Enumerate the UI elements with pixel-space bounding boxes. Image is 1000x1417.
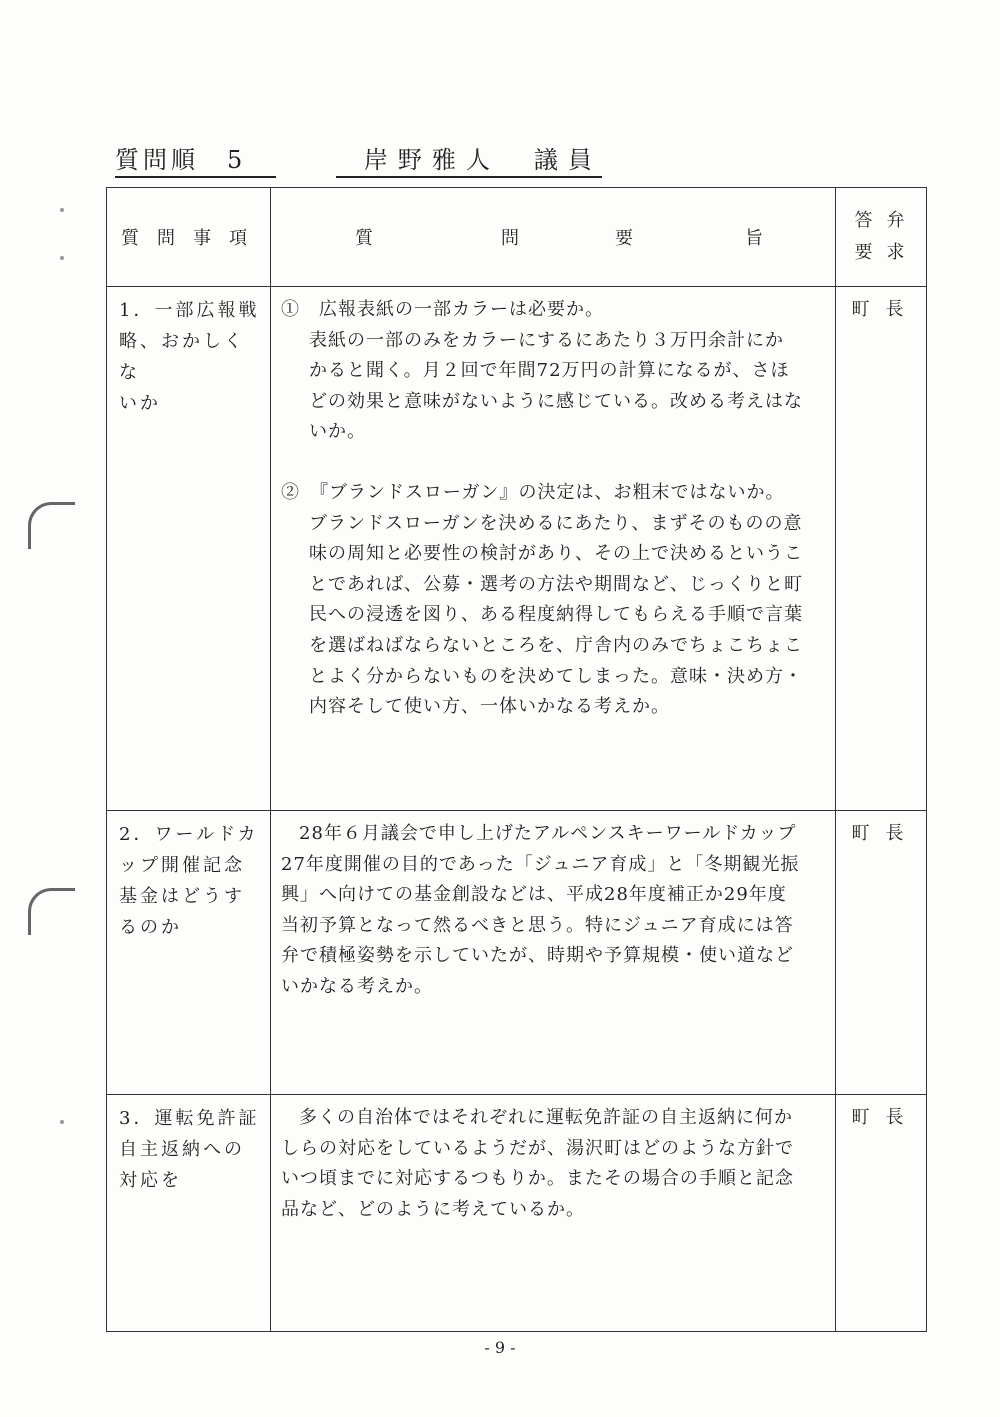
answer-line: 要求 xyxy=(854,242,919,263)
table-row xyxy=(107,287,927,811)
body-line: ブランドスローガンを決めるにあたり、まずそのものの意 xyxy=(309,512,803,534)
question-item xyxy=(107,1095,271,1332)
item-line: 略、おかしくな xyxy=(119,331,245,383)
body-line: いか。 xyxy=(309,421,366,443)
page-number: - 9 - xyxy=(484,1338,516,1357)
item-line: 3．運転免許証 xyxy=(119,1108,260,1129)
item-line: ップ開催記念 xyxy=(119,855,245,876)
scan-dot xyxy=(60,256,64,260)
item-line: いか xyxy=(119,393,161,414)
body-line: 弁で積極姿勢を示していたが、時期や予算規模・使い道など xyxy=(281,945,794,967)
sub-question-title: ① 広報表紙の一部カラーは必要か。 xyxy=(281,299,604,320)
item-line: 自主返納への xyxy=(119,1139,245,1160)
item-line: 基金はどうす xyxy=(119,886,245,907)
name-part: 雅 xyxy=(431,146,466,174)
table-row xyxy=(107,811,927,1095)
answer-line: 答弁 xyxy=(854,210,919,231)
answer-request: 町長 xyxy=(836,811,927,1095)
document-heading xyxy=(115,140,602,178)
item-line: 対応を xyxy=(119,1170,182,1191)
body-line: 多くの自治体ではそれぞれに運転免許証の自主返納に何か xyxy=(299,1107,793,1128)
body-line: 27年度開催の目的であった「ジュニア育成」と「冬期観光振 xyxy=(281,853,800,875)
body-line: かると聞く。月２回で年間72万円の計算になるが、さほ xyxy=(309,360,790,382)
gist-char: 問 xyxy=(501,228,519,249)
body-line: を選ばねばならないところを、庁舎内のみでちょこちょこ xyxy=(309,634,803,656)
body-line: いかなる考えか。 xyxy=(281,975,433,997)
body-line: 品など、どのように考えているか。 xyxy=(281,1198,585,1220)
table-row xyxy=(107,1095,927,1332)
answer-request: 町長 xyxy=(836,287,927,811)
binder-hole-mark xyxy=(28,502,75,549)
name-part: 岸 xyxy=(363,146,398,174)
question-gist xyxy=(271,287,836,811)
header-answer-request xyxy=(836,188,927,287)
body-line: 28年６月議会で申し上げたアルペンスキーワールドカップ xyxy=(299,823,797,844)
question-table xyxy=(106,187,927,1332)
body-line: 表紙の一部のみをカラーにするにあたり３万円余計にか xyxy=(309,329,784,351)
body-line: どの効果と意味がないように感じている。改める考えはな xyxy=(309,390,803,412)
body-line: いつ頃までに対応するつもりか。またその場合の手順と記念 xyxy=(281,1168,794,1190)
body-line: 内容そして使い方、一体いかなる考えか。 xyxy=(309,696,670,718)
sub-question xyxy=(281,478,825,723)
question-order: 質問順 5 xyxy=(115,140,276,178)
body-line: 民への浸透を図り、ある程度納得してもらえる手順で言葉 xyxy=(309,604,803,626)
gist-char: 要 xyxy=(615,228,633,249)
body-line: とであれば、公募・選考の方法や期間など、じっくりと町 xyxy=(309,573,803,595)
answer-request: 町長 xyxy=(836,1095,927,1332)
question-item xyxy=(107,811,271,1095)
table-header-row xyxy=(107,188,927,287)
body-line: 当初予算となって然るべきと思う。特にジュニア育成には答 xyxy=(281,914,794,936)
sub-question xyxy=(281,295,825,448)
question-gist xyxy=(271,1095,836,1332)
item-line: るのか xyxy=(119,917,182,938)
councilor-name xyxy=(336,140,602,178)
question-item xyxy=(107,287,271,811)
header-question-gist xyxy=(271,188,836,287)
body-line: とよく分からないものを決めてしまった。意味・決め方・ xyxy=(309,665,803,687)
name-part: 野 xyxy=(397,146,432,174)
name-part: 人 xyxy=(465,146,500,174)
item-line: 1．一部広報戦 xyxy=(119,300,260,321)
sub-question-title: ② 『ブランドスローガン』の決定は、お粗末ではないか。 xyxy=(281,481,785,503)
header-question-item: 質問事項 xyxy=(107,188,271,287)
question-gist xyxy=(271,811,836,1095)
item-line: 2．ワールドカ xyxy=(119,824,259,845)
gist-char: 質 xyxy=(355,228,373,249)
body-line: 味の周知と必要性の検討があり、その上で決めるというこ xyxy=(309,543,803,565)
body-line: しらの対応をしているようだが、湯沢町はどのような方針で xyxy=(281,1137,794,1159)
body-line: 興」へ向けての基金創設などは、平成28年度補正か29年度 xyxy=(281,884,787,906)
scan-dot xyxy=(60,1120,64,1124)
gist-char: 旨 xyxy=(745,228,763,249)
councilor-title: 議員 xyxy=(533,146,602,174)
binder-hole-mark xyxy=(28,888,75,935)
scan-dot xyxy=(60,208,64,212)
